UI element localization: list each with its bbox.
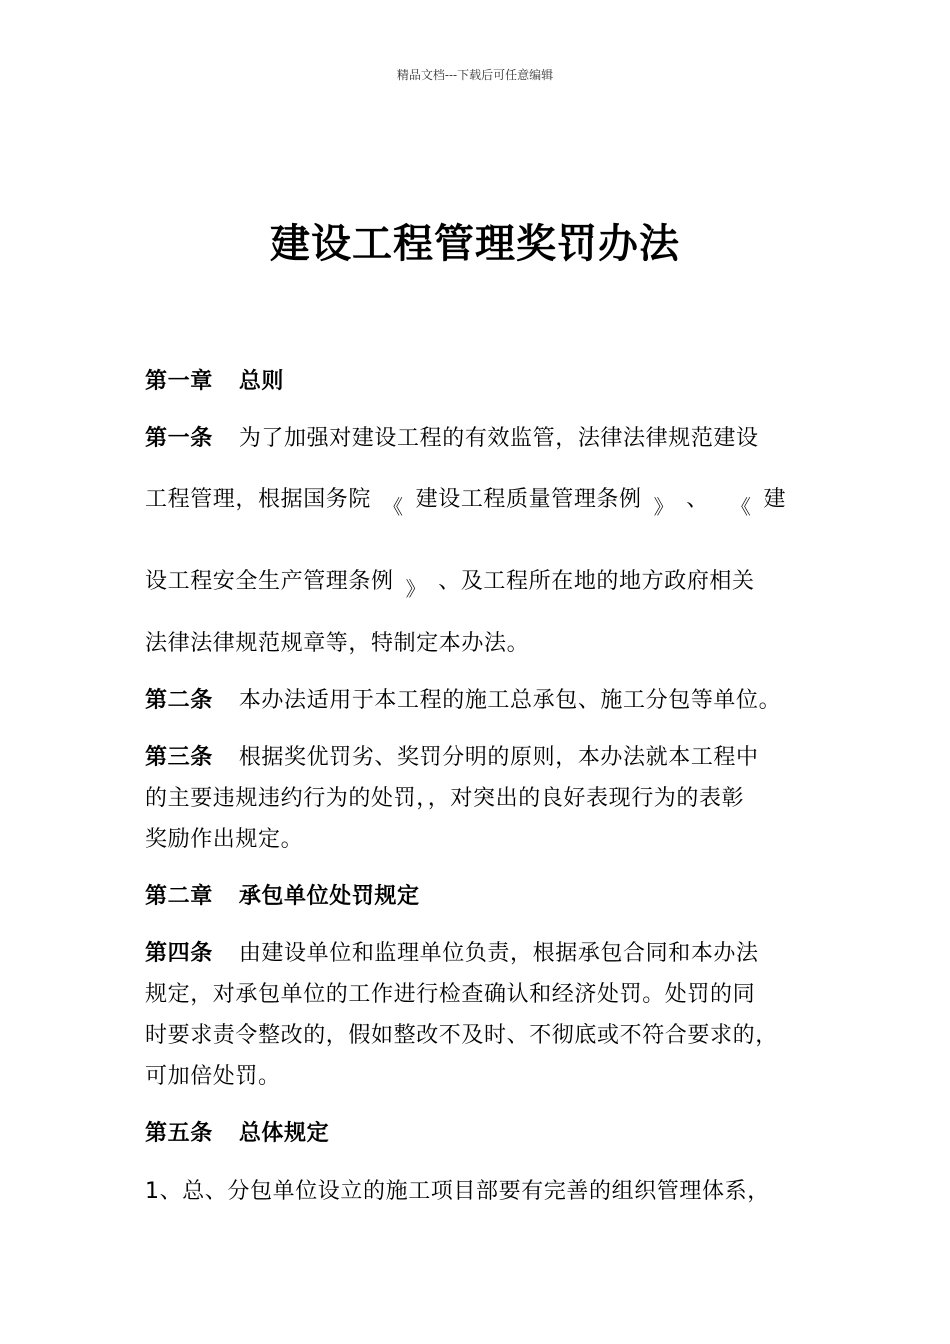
article-5-heading [145,1120,329,1148]
article-1-line-1 [145,425,759,453]
chapter-1-heading [145,368,284,396]
article-text: 、及工程所在地的地方政府相关 [438,569,755,594]
article-text: 为了加强对建设工程的有效监管，法律法律规范建设 [238,426,759,451]
document-title: 建设工程管理奖罚办法 [270,221,680,267]
article-text: 根据奖优罚劣、奖罚分明的原则，本办法就本工程中 [238,745,759,770]
book-title-close-mark: 》 [653,495,675,519]
list-item-1: 1、总、分包单位设立的施工项目部要有完善的组织管理体系， [145,1179,770,1204]
article-1-line-3 [145,567,755,601]
chapter-label: 第二章 [145,884,213,909]
article-4-line-4: 可加倍处罚。 [145,1064,281,1089]
article-1-line-4: 法律法律规范规章等，特制定本办法。 [145,631,530,656]
article-text: 由建设单位和监理单位负责，根据承包合同和本办法 [238,941,759,966]
chapter-2-heading [145,883,420,911]
chapter-label: 第一章 [145,369,213,394]
article-label: 第四条 [145,941,213,966]
article-label: 第二条 [145,688,213,713]
article-label: 第一条 [145,426,213,451]
article-3-line-2: 的主要违规违约行为的处罚，，对突出的良好表现行为的表彰 [145,786,745,811]
book-title-open-mark: 《 [383,495,404,519]
article-3-line-3: 奖励作出规定。 [145,827,304,852]
chapter-title: 总则 [238,369,285,394]
cited-regulation: 建设工程质量管理条例 [415,487,642,512]
book-title-open-mark: 《 [730,495,752,519]
article-text: 、 [686,487,709,512]
book-title-close-mark: 》 [405,577,427,601]
chapter-title: 承包单位处罚规定 [238,884,420,909]
article-label: 第三条 [145,745,213,770]
article-label: 第五条 [145,1121,213,1146]
article-1-line-2 [145,485,787,519]
article-2 [145,687,781,715]
article-text: 本办法适用于本工程的施工总承包、施工分包等单位。 [238,688,782,713]
article-4-line-3: 时要求责令整改的，假如整改不及时、不彻底或不符合要求的， [145,1023,778,1048]
article-3-line-1 [145,744,759,772]
cited-regulation: 设工程安全生产管理条例 [145,569,394,594]
cited-regulation: 建 [763,487,787,512]
article-title: 总体规定 [238,1121,330,1146]
page-header: 精品文档---下载后可任意编辑 [396,68,554,82]
article-4-line-1 [145,940,759,968]
article-4-line-2: 规定，对承包单位的工作进行检查确认和经济处罚。处罚的同 [145,982,756,1007]
article-text: 工程管理，根据国务院 [145,487,372,512]
